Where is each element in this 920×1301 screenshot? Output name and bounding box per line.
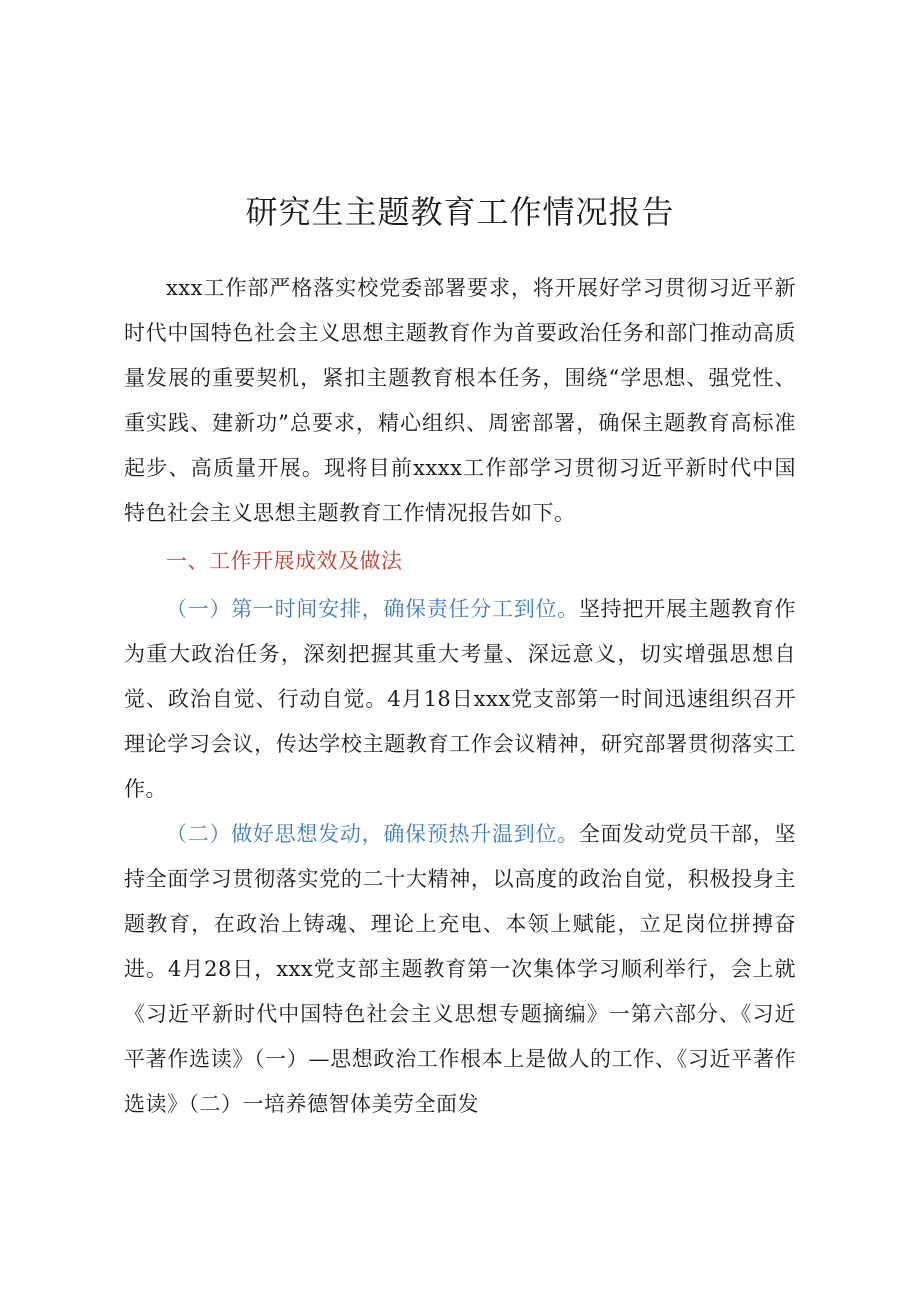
item-2-paragraph	[124, 812, 796, 1127]
item-2-subheading: （二）做好思想发动，确保预热升温到位。	[166, 822, 579, 846]
item-1-body: 坚持把开展主题教育作为重大政治任务，深刻把握其重大考量、深远意义，切实增强思想自觉、政治自觉、行动自觉。4月18日xxx党支部第一时间迅速组织召开理论学习会议，传达学校主题教育工作会议精神，研究部署贯彻落实工作。	[124, 597, 797, 801]
item-1-paragraph	[124, 587, 796, 812]
section-heading-1: 一、工作开展成效及做法	[166, 549, 403, 573]
item-1-subheading: （一）第一时间安排，确保责任分工到位。	[166, 597, 579, 621]
intro-paragraph: xxx工作部严格落实校党委部署要求，将开展好学习贯彻习近平新时代中国特色社会主义思想主题教育作为首要政治任务和部门推动高质量发展的重要契机，紧扣主题教育根本任务，围绕“学思想、强党性、重实践、建新功”总要求，精心组织、周密部署，确保主题教育高标准起步、高质量开展。现将目前xxxx工作部学习贯彻习近平新时代中国特色社会主义思想主题教育工作情况报告如下。	[124, 276, 796, 525]
document-title: 研究生主题教育工作情况报告	[245, 193, 675, 231]
item-2-body: 全面发动党员干部，坚持全面学习贯彻落实党的二十大精神，以高度的政治自觉，积极投身主题教育，在政治上铸魂、理论上充电、本领上赋能，立足岗位拼搏奋进。4月28日，xxx党支部主题教育第一次集体学习顺利举行，会上就《习近平新时代中国特色社会主义思想专题摘编》一第六部分、《习近平著作选读》（一）—思想政治工作根本上是做人的工作、《习近平著作选读》（二）一培养德智体美劳全面发	[124, 822, 797, 1116]
document-body	[124, 266, 796, 1127]
